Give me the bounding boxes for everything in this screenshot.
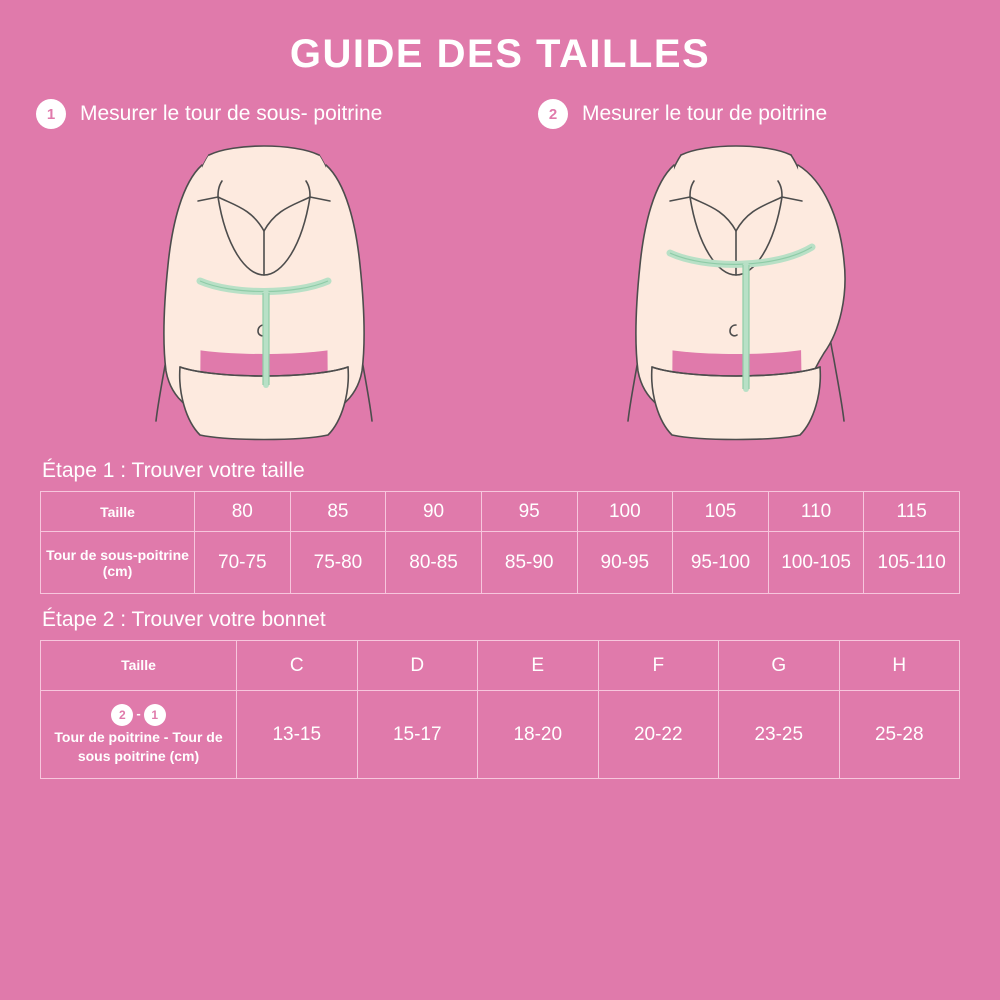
- cup-cell: D: [357, 641, 478, 691]
- row-header-taille-2: Taille: [41, 641, 237, 691]
- cup-cell: H: [839, 641, 960, 691]
- size-cell: 85: [290, 492, 386, 532]
- step-2-illustration: [500, 135, 972, 445]
- step-1-illustration: [28, 135, 500, 445]
- step-2-label: Mesurer le tour de poitrine: [582, 102, 828, 125]
- badge-2-icon: 2: [111, 704, 133, 726]
- row-header-taille: Taille: [41, 492, 195, 532]
- size-cell: 110: [768, 492, 864, 532]
- size-cell: 105: [673, 492, 769, 532]
- row-header-difference: [41, 691, 237, 779]
- size-cell: 90: [386, 492, 482, 532]
- step-1-header: [28, 99, 382, 129]
- step-2-badge: 2: [538, 99, 568, 129]
- cup-cell: C: [237, 641, 358, 691]
- table-row: [41, 532, 960, 594]
- difference-cell: 15-17: [357, 691, 478, 779]
- step-2-header: [500, 99, 827, 129]
- cup-cell: G: [719, 641, 840, 691]
- steps-row: [0, 99, 1000, 445]
- badge-pair: [45, 704, 232, 726]
- cup-cell: E: [478, 641, 599, 691]
- difference-cell: 13-15: [237, 691, 358, 779]
- underbust-cell: 80-85: [386, 532, 482, 594]
- size-table-step2: [40, 640, 960, 779]
- table-row: [41, 691, 960, 779]
- underbust-cell: 100-105: [768, 532, 864, 594]
- size-table-step1: [40, 491, 960, 594]
- underbust-cell: 75-80: [290, 532, 386, 594]
- badge-1-icon: 1: [144, 704, 166, 726]
- section-1-title: Étape 1 : Trouver votre taille: [42, 459, 305, 482]
- underbust-cell: 105-110: [864, 532, 960, 594]
- step-1-badge: 1: [36, 99, 66, 129]
- page-title: GUIDE DES TAILLES: [289, 32, 711, 76]
- table-row: [41, 492, 960, 532]
- size-cell: 80: [195, 492, 291, 532]
- difference-cell: 23-25: [719, 691, 840, 779]
- underbust-cell: 85-90: [481, 532, 577, 594]
- step-2-column: [500, 99, 972, 445]
- underbust-cell: 70-75: [195, 532, 291, 594]
- step-1-label: Mesurer le tour de sous- poitrine: [80, 102, 383, 125]
- difference-cell: 25-28: [839, 691, 960, 779]
- step-1-column: [28, 99, 500, 445]
- size-cell: 95: [481, 492, 577, 532]
- section-2-title: Étape 2 : Trouver votre bonnet: [42, 608, 326, 631]
- cup-cell: F: [598, 641, 719, 691]
- row-header-difference-text: Tour de poitrine - Tour de sous poitrine (cm): [54, 728, 223, 764]
- underbust-cell: 90-95: [577, 532, 673, 594]
- table-row: [41, 641, 960, 691]
- difference-cell: 20-22: [598, 691, 719, 779]
- size-cell: 100: [577, 492, 673, 532]
- size-cell: 115: [864, 492, 960, 532]
- difference-cell: 18-20: [478, 691, 599, 779]
- underbust-cell: 95-100: [673, 532, 769, 594]
- badge-separator: -: [136, 706, 141, 722]
- row-header-underbust: Tour de sous-poitrine (cm): [41, 532, 195, 594]
